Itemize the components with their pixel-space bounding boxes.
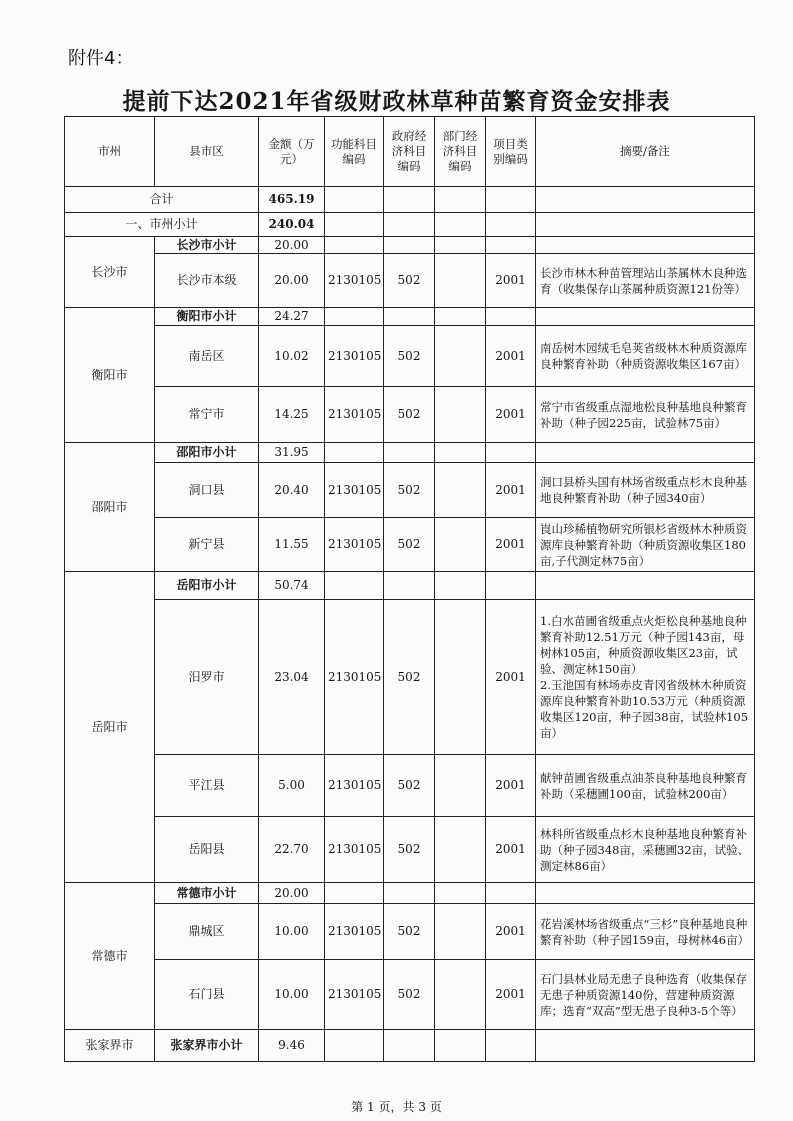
project-code-cell: 2001 <box>486 518 536 572</box>
summary-cell: 石门县林业局无患子良种选育（收集保存无患子种质资源140份，营建种质资源库；选育“双高”型无患子良种3-5个等） <box>536 960 755 1030</box>
table-row <box>65 387 755 443</box>
gov-code-cell: 502 <box>384 817 435 883</box>
dept-code-cell <box>435 817 486 883</box>
amount-cell: 10.02 <box>259 326 325 387</box>
dept-code-cell <box>435 904 486 960</box>
table-row <box>65 960 755 1030</box>
summary-cell: 林科所省级重点杉木良种基地良种繁育补助（种子园348亩，采穗圃32亩，试验、测定林86亩） <box>536 817 755 883</box>
dept-code-cell <box>435 755 486 817</box>
project-code-cell: 2001 <box>486 326 536 387</box>
city-name: 邵阳市 <box>65 443 155 572</box>
table-row <box>65 600 755 755</box>
amount-cell: 22.70 <box>259 817 325 883</box>
func-code-cell: 2130105 <box>325 326 384 387</box>
county-name: 长沙市本级 <box>155 254 259 308</box>
amount-cell: 23.04 <box>259 600 325 755</box>
amount-cell: 20.00 <box>259 254 325 308</box>
header-summary: 摘要/备注 <box>536 117 755 187</box>
city-name: 张家界市 <box>65 1030 155 1062</box>
dept-code-cell <box>435 387 486 443</box>
project-code-cell: 2001 <box>486 904 536 960</box>
subtotal-amount: 9.46 <box>259 1030 325 1062</box>
summary-cell: 1.白水苗圃省级重点火炬松良种基地良种繁育补助12.51万元（种子园143亩，母树林105亩，种质资源收集区23亩，试验、测定林150亩） 2.玉池国有林场赤皮青冈省级林木种质资源库良种繁育补助10.53万元（种质资源收集区120亩，种子园38亩，试验林105亩） <box>536 600 755 755</box>
subtotal-label: 邵阳市小计 <box>155 443 259 463</box>
gov-code-cell: 502 <box>384 463 435 518</box>
summary-cell: 洞口县桥头国有林场省级重点杉木良种基地良种繁育补助（种子园340亩） <box>536 463 755 518</box>
func-code-cell: 2130105 <box>325 254 384 308</box>
gov-code-cell: 502 <box>384 960 435 1030</box>
table-row <box>65 443 755 463</box>
project-code-cell: 2001 <box>486 254 536 308</box>
gov-code-cell: 502 <box>384 326 435 387</box>
func-code-cell: 2130105 <box>325 600 384 755</box>
city-name: 常德市 <box>65 883 155 1030</box>
county-name: 常宁市 <box>155 387 259 443</box>
subtotal-label: 常德市小计 <box>155 883 259 904</box>
table-row <box>65 463 755 518</box>
header-func-code: 功能科目编码 <box>325 117 384 187</box>
county-name: 石门县 <box>155 960 259 1030</box>
county-name: 南岳区 <box>155 326 259 387</box>
table-row <box>65 518 755 572</box>
func-code-cell: 2130105 <box>325 387 384 443</box>
county-name: 平江县 <box>155 755 259 817</box>
amount-cell: 14.25 <box>259 387 325 443</box>
func-code-cell: 2130105 <box>325 904 384 960</box>
document-title: 提前下达2021年省级财政林草种苗繁育资金安排表 <box>122 88 671 115</box>
header-gov-econ-code: 政府经济科目编码 <box>384 117 435 187</box>
dept-code-cell <box>435 326 486 387</box>
project-code-cell: 2001 <box>486 463 536 518</box>
gov-code-cell: 502 <box>384 904 435 960</box>
table-row <box>65 904 755 960</box>
header-project-code: 项目类别编码 <box>486 117 536 187</box>
county-name: 洞口县 <box>155 463 259 518</box>
dept-code-cell <box>435 600 486 755</box>
header-dept-econ-code: 部门经济科目编码 <box>435 117 486 187</box>
project-code-cell: 2001 <box>486 960 536 1030</box>
amount-cell: 5.00 <box>259 755 325 817</box>
total-label: 合计 <box>65 187 259 213</box>
gov-code-cell: 502 <box>384 755 435 817</box>
dept-code-cell <box>435 518 486 572</box>
summary-cell: 常宁市省级重点湿地松良种基地良种繁育补助（种子园225亩，试验林75亩） <box>536 387 755 443</box>
page-footer: 第 1 页，共 3 页 <box>351 1100 442 1114</box>
city-subtotal-label: 一、市州小计 <box>65 213 259 237</box>
subtotal-amount: 31.95 <box>259 443 325 463</box>
subtotal-amount: 20.00 <box>259 883 325 904</box>
header-city: 市州 <box>65 117 155 187</box>
amount-cell: 20.40 <box>259 463 325 518</box>
county-name: 新宁县 <box>155 518 259 572</box>
subtotal-label: 岳阳市小计 <box>155 572 259 600</box>
amount-cell: 10.00 <box>259 904 325 960</box>
attachment-label: 附件4： <box>68 48 134 69</box>
summary-cell: 长沙市林木种苗管理站山茶属林木良种选育（收集保存山茶属种质资源121份等） <box>536 254 755 308</box>
dept-code-cell <box>435 463 486 518</box>
table-row <box>65 237 755 254</box>
gov-code-cell: 502 <box>384 600 435 755</box>
county-name: 鼎城区 <box>155 904 259 960</box>
summary-cell: 花岩溪林场省级重点“三杉”良种基地良种繁育补助（种子园159亩，母树林46亩） <box>536 904 755 960</box>
table-row <box>65 254 755 308</box>
project-code-cell: 2001 <box>486 817 536 883</box>
subtotal-label: 长沙市小计 <box>155 237 259 254</box>
city-name: 衡阳市 <box>65 308 155 443</box>
dept-code-cell <box>435 254 486 308</box>
table-row <box>65 308 755 326</box>
summary-cell: 崀山珍稀植物研究所银杉省级林木种质资源库良种繁育补助（种质资源收集区180亩,子代测定林75亩） <box>536 518 755 572</box>
table-header-row <box>65 117 755 187</box>
gov-code-cell: 502 <box>384 387 435 443</box>
summary-cell: 南岳树木园绒毛皂荚省级林木种质资源库良种繁育补助（种质资源收集区167亩） <box>536 326 755 387</box>
dept-code-cell <box>435 960 486 1030</box>
gov-code-cell: 502 <box>384 254 435 308</box>
subtotal-label: 衡阳市小计 <box>155 308 259 326</box>
subtotal-label: 张家界市小计 <box>155 1030 259 1062</box>
subtotal-amount: 24.27 <box>259 308 325 326</box>
table-row <box>65 817 755 883</box>
project-code-cell: 2001 <box>486 755 536 817</box>
table-row <box>65 1030 755 1062</box>
func-code-cell: 2130105 <box>325 817 384 883</box>
table-row <box>65 326 755 387</box>
city-name: 长沙市 <box>65 237 155 308</box>
county-name: 汨罗市 <box>155 600 259 755</box>
total-amount: 465.19 <box>259 187 325 213</box>
header-amount: 金额（万元） <box>259 117 325 187</box>
city-subtotal-row <box>65 213 755 237</box>
func-code-cell: 2130105 <box>325 755 384 817</box>
func-code-cell: 2130105 <box>325 960 384 1030</box>
city-subtotal-amount: 240.04 <box>259 213 325 237</box>
summary-cell: 献钟苗圃省级重点油茶良种基地良种繁育补助（采穗圃100亩，试验林200亩） <box>536 755 755 817</box>
county-name: 岳阳县 <box>155 817 259 883</box>
header-county: 县市区 <box>155 117 259 187</box>
table-row <box>65 883 755 904</box>
func-code-cell: 2130105 <box>325 518 384 572</box>
total-row <box>65 187 755 213</box>
amount-cell: 11.55 <box>259 518 325 572</box>
city-name: 岳阳市 <box>65 572 155 883</box>
table-row <box>65 755 755 817</box>
project-code-cell: 2001 <box>486 600 536 755</box>
project-code-cell: 2001 <box>486 387 536 443</box>
amount-cell: 10.00 <box>259 960 325 1030</box>
gov-code-cell: 502 <box>384 518 435 572</box>
table-row <box>65 572 755 600</box>
allocation-table <box>64 116 755 1062</box>
subtotal-amount: 20.00 <box>259 237 325 254</box>
func-code-cell: 2130105 <box>325 463 384 518</box>
subtotal-amount: 50.74 <box>259 572 325 600</box>
